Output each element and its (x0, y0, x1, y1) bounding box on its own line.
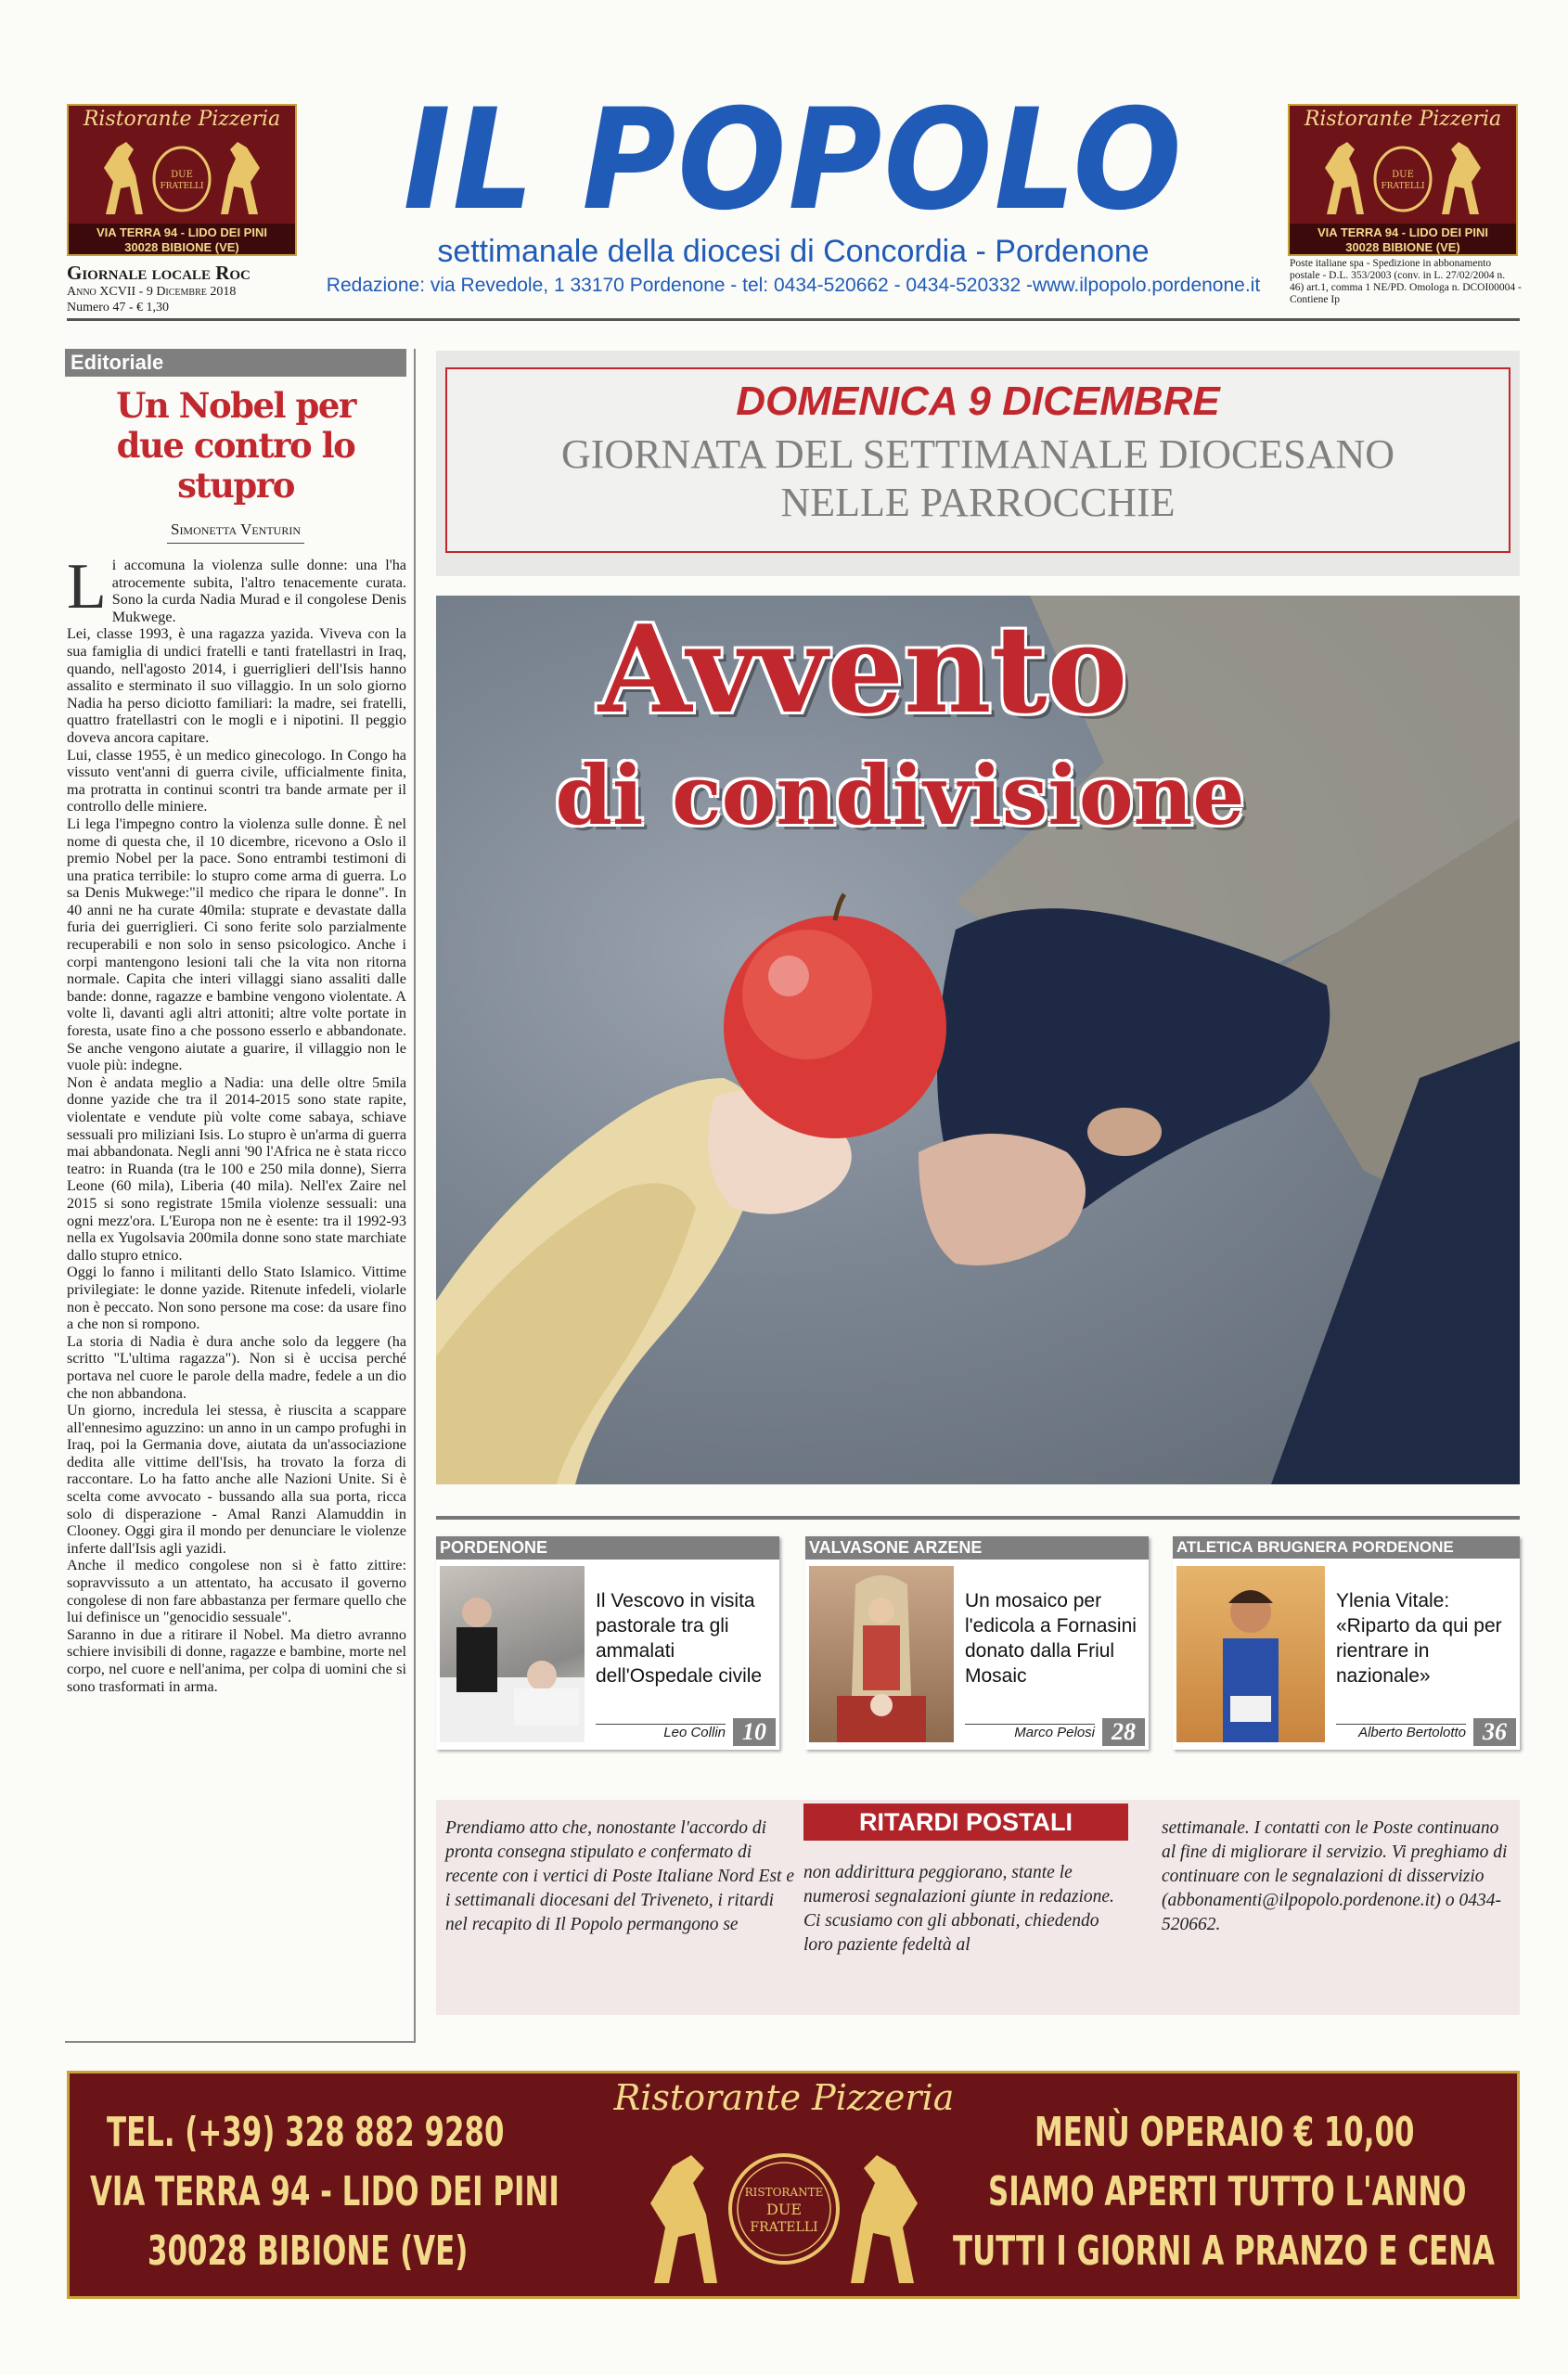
dropcap: L (67, 551, 107, 623)
teaser-author: Marco Pelosi (965, 1724, 1095, 1740)
emblem-text: RISTORANTE (744, 2186, 824, 2199)
editorial-paragraph: Non è andata meglio a Nadia: una delle oltre 5mila donne yazide che tra il 2014-2015 sono state rapite, violentate e vendute più volte come sabaya, schiave sessuali pro miliziani Isis. Lo stupro è un'arma di guerra mai abbandonata. Negli anni '90 l'Africa ne è stata ricco teatro: in Ruanda (tra le 100 e 250 mila donne), Sierra Leone (60 mila), Liberia (40 mila). Nell'ex Zaire nel 2015 si sono registrate 15mila violenze sessuali: una ogni mezz'ora. L'Europa non ne è esente: tra il 1992-93 nella ex Yugolsavia 200mila donne sono state marchiate dallo stupro etnico. (67, 1073, 406, 1264)
teaser-text: Un mosaico per l'edicola a Fornasini donato dalla Friul Mosaic (965, 1590, 1137, 1687)
ritardi-col-3: settimanale. I contatti con le Poste continuano al fine di migliorare il servizio. Vi preghiamo di continuare con le segnalazioni di disservizio (abbonamenti@ilpopolo.pordenone.it) o 0434-520662. (1162, 1818, 1508, 1934)
horses-emblem-icon (1290, 131, 1516, 224)
teaser-page[interactable]: 28 (1102, 1718, 1145, 1746)
banner-box (445, 367, 1510, 553)
restaurant-ad-left[interactable] (67, 104, 297, 256)
teaser-author: Leo Collin (596, 1724, 726, 1740)
postal-notice: Poste italiane spa - Spedizione in abbonamento postale - D.L. 353/2003 (conv. in L. 27/02/2004 n. 46) art.1, comma 1 NE/PD. Omologa n. DCOI00004 - Contiene Ip (1290, 258, 1522, 305)
cover-headline-1[interactable]: Avvento (598, 598, 1128, 740)
teaser-rule (436, 1516, 1520, 1520)
editorial-paragraph: Oggi lo fanno i militanti dello Stato Islamico. Vittime privilegiate: le donne yazide. Ritenute infedeli, violarle non è peccato. Non sono persone ma cose: da usare fino a che non si rompono. (67, 1264, 406, 1333)
cover-headline-2[interactable]: di condivisione (555, 747, 1245, 843)
editorial-paragraph: Li lega l'impegno contro la violenza sulle donne. È nel nome di questa che, il 10 dicembre, ricevono a Oslo il premio Nobel per la pace. Sono entrambi testimoni di una pratica terribile: lo stupro come arma di guerra. Lo sa Denis Mukwege:"il medico che ripara le donne". In 40 anni ne ha curate 40mila: stuprate e devastate dalla furia dei guerriglieri. Ci sono ferite solo parzialmente recuperabili e non solo in senso psicologico. Anche i corpi mantengono lesioni tali che la vita non ritorna normale. Capita che interi villaggi siano assaliti dalle bande: donne, ragazze e bambine vengono violentate. A volte lì, davanti agli altri attoniti; altre volte portate in foresta, usate fino a che possono esserlo e abbandonate. Se anche vengono aiutate a guarire, il villaggio non le vuole più: indegne. (67, 815, 406, 1074)
editorial-title[interactable]: Un Nobel per due contro lo stupro (116, 385, 355, 506)
ad-address: VIA TERRA 94 - LIDO DEI PINI (96, 225, 267, 239)
ad-address: VIA TERRA 94 - LIDO DEI PINI (90, 2168, 559, 2215)
ad-city: 30028 BIBIONE (VE) (1345, 240, 1460, 254)
svg-text:DUE: DUE (1392, 170, 1414, 180)
ad-address: VIA TERRA 94 - LIDO DEI PINI (1317, 225, 1488, 239)
svg-text:FRATELLI: FRATELLI (750, 2220, 818, 2235)
teaser-section: ATLETICA BRUGNERA PORDENONE (1173, 1536, 1520, 1559)
banner-line3: NELLE PARROCCHIE (780, 480, 1176, 525)
ad-name: Ristorante Pizzeria (1304, 108, 1502, 131)
teaser-photo (1176, 1566, 1325, 1742)
horses-emblem-icon (69, 131, 295, 224)
giornale-label: Giornale locale Roc (67, 262, 251, 284)
emblem-text: DUE (171, 170, 193, 180)
ad-city: 30028 BIBIONE (VE) (148, 2227, 469, 2275)
ritardi-col-1: Prendiamo atto che, nonostante l'accordo di pronta consegna stipulato e confermato di recente con i vertici di Poste Italiane Nord Est e i settimanali diocesani del Triveneto, i ritardi nel recapito di Il Popolo permangono se (445, 1818, 794, 1934)
teaser-photo (809, 1566, 954, 1742)
banner-date: DOMENICA 9 DICEMBRE (736, 379, 1220, 424)
editorial-paragraph: Anche il medico congolese non si è fatto zittire: sopravvissuto a un attentato, ha accusato il governo congolese di non fare abbastanza per fermare quello che lui definisce un "genocidio sessuale". (67, 1557, 406, 1626)
ad-phone[interactable]: TEL. (+39) 328 882 9280 (107, 2109, 505, 2156)
mosaic-photo-icon (809, 1566, 954, 1742)
issue-date: Anno XCVII - 9 Dicembre 2018 (67, 285, 237, 299)
ritardi-col-2: non addirittura peggiorano, stante le numerosi segnalazioni giunte in redazione. Ci scusiamo con gli abbonati, chiedendo loro paziente fedeltà al (803, 1863, 1114, 1955)
ad-name: Ristorante Pizzeria (83, 108, 281, 131)
teaser-atletica[interactable] (1173, 1536, 1520, 1750)
masthead-subtitle: settimanale della diocesi di Concordia - Pordenone (437, 234, 1150, 269)
teaser-page[interactable]: 36 (1473, 1718, 1516, 1746)
editorial-paragraph: Lei, classe 1993, è una ragazza yazida. Viveva con la sua famiglia di undici fratelli e tanti fratellastri in Iraq, quando, nell'agosto 2014, i guerriglieri dell'Isis hanno assalito e sterminato il suo villaggio. In un solo giorno Nadia ha perso diciotto familiari: la madre, sei fratelli, quattro fratellastri con le mogli e i nipotini. Il peggio doveva ancora capitare. (67, 625, 406, 746)
svg-text:FRATELLI: FRATELLI (160, 182, 204, 191)
editorial-author: Simonetta Venturin (170, 520, 302, 538)
athlete-photo-icon (1176, 1566, 1325, 1742)
visit-photo-icon (440, 1566, 585, 1742)
editorial-paragraph: i accomuna la violenza sulle donne: una l'ha atrocemente subita, l'altro tenacemente curata. Sono la curda Nadia Murad e il congolese Denis Mukwege. (111, 557, 406, 625)
teaser-section: PORDENONE (436, 1536, 779, 1560)
masthead-rule (67, 318, 1520, 321)
restaurant-ad-bottom[interactable] (67, 2071, 1520, 2299)
banner (436, 351, 1520, 576)
restaurant-ad-right[interactable] (1288, 104, 1518, 256)
issue-info (67, 262, 299, 315)
teaser-page[interactable]: 10 (733, 1718, 776, 1746)
teaser-pordenone[interactable] (436, 1536, 779, 1750)
editorial-paragraph: La storia di Nadia è dura anche solo da leggere (ha scritto "L'ultima ragazza"). Non si è uccisa perché portava nel cuore le parole della madre, fedele a un dio che non abbandona. (67, 1332, 406, 1402)
ad-name: Ristorante Pizzeria (613, 2077, 955, 2118)
ritardi-title: RITARDI POSTALI (803, 1804, 1128, 1841)
ritardi-postali-box (436, 1800, 1520, 2015)
masthead-title[interactable]: IL POPOLO (403, 80, 1184, 241)
teaser-section: VALVASONE ARZENE (805, 1536, 1149, 1560)
ad-open: SIAMO APERTI TUTTO L'ANNO (988, 2168, 1467, 2215)
author-rule (167, 543, 304, 544)
editorial-paragraph: Lui, classe 1955, è un medico ginecologo. In Congo ha vissuto vent'anni di guerra civile, ufficialmente finita, ma protratta in continui scontri tra bande armate per il controllo delle miniere. (67, 746, 406, 815)
issue-number: Numero 47 - € 1,30 (67, 301, 170, 315)
ad-hours: TUTTI I GIORNI A PRANZO E CENA (953, 2227, 1495, 2275)
teaser-text: Il Vescovo in visita pastorale tra gli ammalati dell'Ospedale civile (596, 1590, 763, 1687)
teaser-valvasone[interactable] (805, 1536, 1149, 1750)
section-label-editoriale: Editoriale (65, 349, 406, 377)
ad-city: 30028 BIBIONE (VE) (124, 240, 239, 254)
editorial-body (65, 551, 406, 1695)
masthead-address: Redazione: via Revedole, 1 33170 Pordenone - tel: 0434-520662 - 0434-520332 -www.ilpopolo.pordenone.it (326, 275, 1261, 296)
teaser-author: Alberto Bertolotto (1336, 1724, 1466, 1740)
svg-text:FRATELLI: FRATELLI (1381, 182, 1425, 191)
editorial-paragraph: Saranno in due a ritirare il Nobel. Ma dietro avranno schiere invisibili di donne, ragazze e bambine, morte nel corpo, nel cuore e nell'anima, per colpa di uomini che si sono trasformati in arma. (67, 1625, 406, 1695)
ad-menu: MENÙ OPERAIO € 10,00 (1035, 2109, 1415, 2156)
teaser-text: Ylenia Vitale: «Riparto da qui per rientrare in nazionale» (1336, 1590, 1502, 1687)
horses-emblem-icon (598, 2125, 970, 2292)
banner-line2: GIORNATA DEL SETTIMANALE DIOCESANO (560, 431, 1394, 477)
teaser-photo (440, 1566, 585, 1742)
editorial-column (65, 349, 416, 2043)
svg-text:DUE: DUE (766, 2201, 802, 2218)
editorial-paragraph: Un giorno, incredula lei stessa, è riuscita a scappare all'ennesimo aguzzino: un anno in un campo profughi in Iraq, poi la Germania dove, aiutata da un'associazione dedita alle vittime dell'Isis, ha trovato la forza di raccontare. Lo ha fatto anche alle Nazioni Unite. Si è scelta come avvocato - bussando alla sua porta, ricca solo di disperazione - Amal Ranzi Alamuddin in Clooney. Oggi gira il mondo per denunciare le violenze inferte dall'Isis agli yazidi. (67, 1402, 406, 1557)
cover-photo[interactable] (436, 596, 1520, 1484)
